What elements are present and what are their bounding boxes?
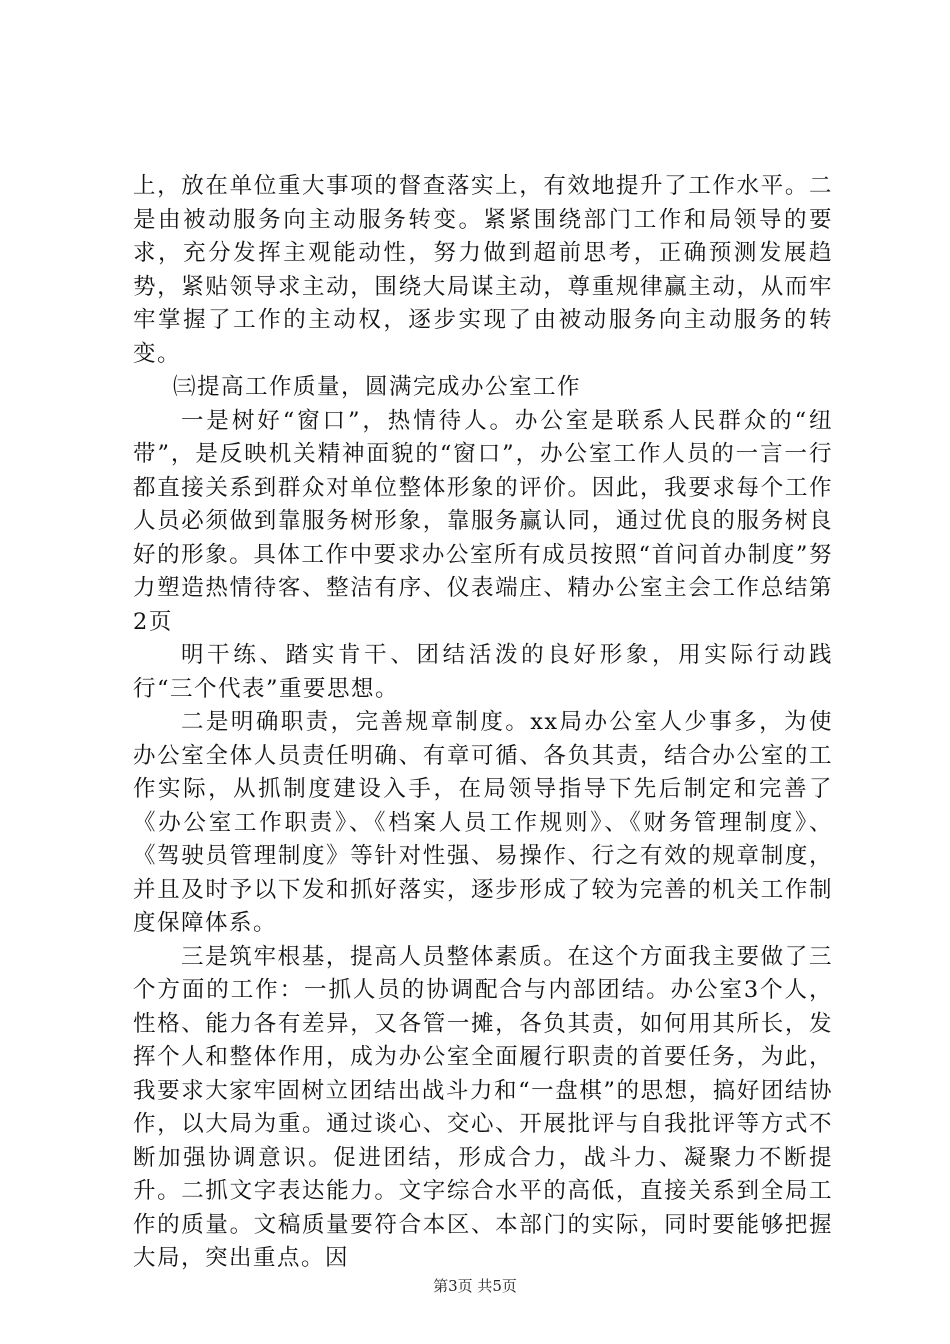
paragraph-6: 三是筑牢根基，提高人员整体素质。在这个方面我主要做了三个方面的工作：一抓人员的协调配合与内部团结。办公室3个人，性格、能力各有差异，又各管一摊，各负其责，如何用其所长，发挥个人和整体作用，成为办公室全面履行职责的首要任务，为此，我要求大家牢固树立团结出战斗力和“一盘棋”的思想，搞好团结协作，以大局为重。通过谈心、交心、开展批评与自我批评等方式不断加强协调意识。促进团结，形成合力，战斗力、凝聚力不断提升。二抓文字表达能力。文字综合水平的高低，直接关系到全局工作的质量。文稿质量要符合本区、本部门的实际，同时要能够把握大局，突出重点。因: [133, 943, 833, 1271]
paragraph-1: 上，放在单位重大事项的督查落实上，有效地提升了工作水平。二是由被动服务向主动服务转变。紧紧围绕部门工作和局领导的要求，充分发挥主观能动性，努力做到超前思考，正确预测发展趋势，紧贴领导求主动，围绕大局谋主动，尊重规律赢主动，从而牢牢掌握了工作的主动权，逐步实现了由被动服务向主动服务的转变。: [133, 173, 833, 367]
paragraph-4: 明干练、踏实肯干、团结活泼的良好形象，用实际行动践行“三个代表”重要思想。: [133, 642, 833, 702]
paragraph-2-heading: ㈢提高工作质量，圆满完成办公室工作: [173, 374, 582, 400]
page-footer: 第3页 共5页: [433, 1277, 517, 1295]
document-body: [133, 170, 833, 1276]
paragraph-3: 一是树好“窗口”，热情待人。办公室是联系人民群众的“纽带”，是反映机关精神面貌的“窗口”，办公室工作人员的一言一行都直接关系到群众对单位整体形象的评价。因此，我要求每个工作人员必须做到靠服务树形象，靠服务赢认同，通过优良的服务树良好的形象。具体工作中要求办公室所有成员按照“首问首办制度”努力塑造热情待客、整洁有序、仪表端庄、精办公室主会工作总结第2页: [133, 407, 833, 635]
paragraph-5: 二是明确职责，完善规章制度。xx局办公室人少事多，为使办公室全体人员责任明确、有章可循、各负其责，结合办公室的工作实际，从抓制度建设入手，在局领导指导下先后制定和完善了《办公室工作职责》、《档案人员工作规则》、《财务管理制度》、《驾驶员管理制度》等针对性强、易操作、行之有效的规章制度，并且及时予以下发和抓好落实，逐步形成了较为完善的机关工作制度保障体系。: [133, 709, 833, 936]
